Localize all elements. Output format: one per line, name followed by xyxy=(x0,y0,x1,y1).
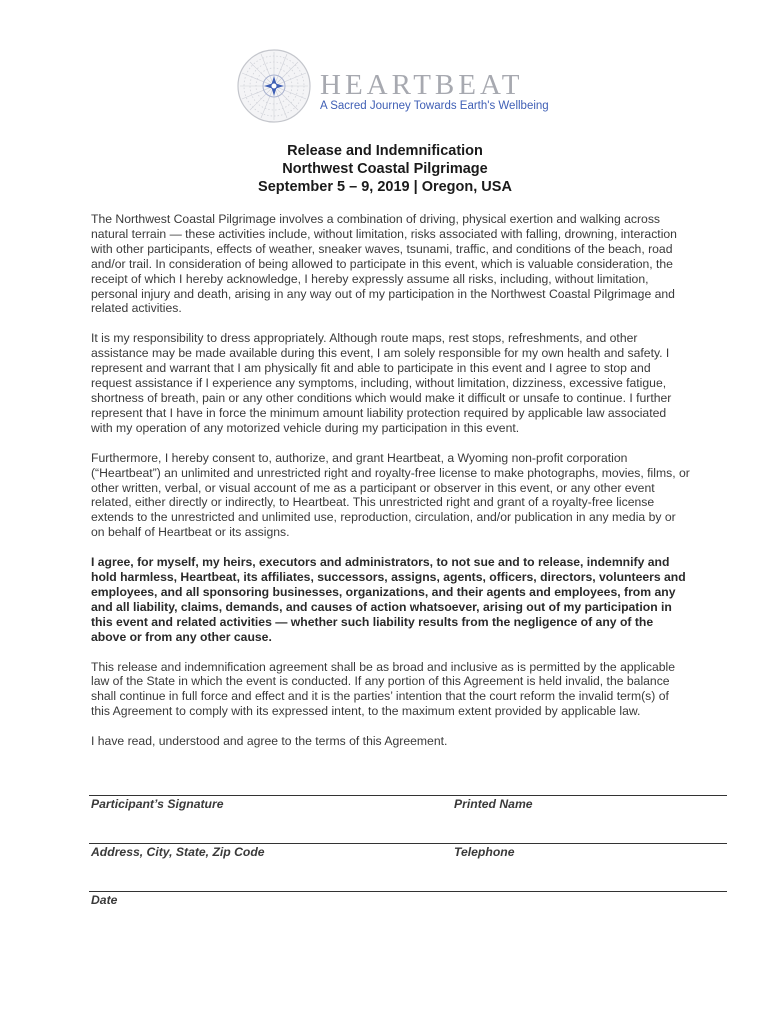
document-body xyxy=(91,212,691,764)
printed-name-label: Printed Name xyxy=(454,797,533,811)
telephone-label: Telephone xyxy=(454,845,515,859)
paragraph-scope: This release and indemnification agreement shall be as broad and inclusive as is permitted by the applicable law of the State in which the event is conducted. If any portion of this Agreement is held invalid, the balance shall continue in full force and effect and it is the parties’ intention that the court reform the invalid term(s) of this Agreement to comply with its expressed intent, to the maximum extent provided by applicable law. xyxy=(91,659,675,719)
address-line[interactable] xyxy=(89,843,727,844)
logo xyxy=(236,48,566,128)
brand-name: HEARTBEAT xyxy=(320,69,524,101)
paragraph-media-consent: Furthermore, I hereby consent to, authorize, and grant Heartbeat, a Wyoming non-profit corporation (“Heartbeat”) an unlimited and unrestricted right and royalty-free license to make photographs, movies, films, or other written, verbal, or visual account of me as a participant or observer in this event, or any other event related, either directly or indirectly, to Heartbeat. This unrestricted right and grant of a royalty-free license extends to the unrestricted and unlimited use, reproduction, circulation, and/or publication in any media by or on behalf of Heartbeat or its assigns. xyxy=(91,450,690,540)
brand-tagline: A Sacred Journey Towards Earth's Wellbeing xyxy=(320,100,549,112)
date-line[interactable] xyxy=(89,891,727,892)
date-label: Date xyxy=(91,893,118,907)
address-label: Address, City, State, Zip Code xyxy=(91,845,265,859)
mandala-icon xyxy=(236,48,312,124)
document-title xyxy=(0,142,770,196)
title-line-1: Release and Indemnification xyxy=(287,143,483,159)
paragraph-release: I agree, for myself, my heirs, executors and administrators, to not sue and to release, indemnify and hold harmless, Heartbeat, its affiliates, successors, assigns, agents, officers, directors, volunteers and employees, and all sponsoring businesses, organizations, and their agents and employees, from any and all liability, claims, demands, and causes of action whatsoever, arising out of my participation in this event and related activities — whether such liability results from the negligence of any of the above or from any other cause. xyxy=(91,555,686,644)
title-line-2: Northwest Coastal Pilgrimage xyxy=(282,161,488,177)
paragraph-acknowledgement: I have read, understood and agree to the terms of this Agreement. xyxy=(91,734,448,749)
signature-line[interactable] xyxy=(89,795,727,796)
title-line-3: September 5 – 9, 2019 | Oregon, USA xyxy=(258,179,512,195)
paragraph-risks: The Northwest Coastal Pilgrimage involves a combination of driving, physical exertion and walking across natural terrain — these activities include, without limitation, risks associated with falling, drowning, interaction with other participants, effects of weather, sneaker waves, tsunami, traffic, and conditions of the beach, road and/or trail. In consideration of being allowed to participate in this event, which is valuable consideration, the receipt of which I hereby acknowledge, I hereby expressly assume all risks, including, without limitation, personal injury and death, arising in any way out of my participation in the Northwest Coastal Pilgrimage and related activities. xyxy=(91,212,677,316)
participant-signature-label: Participant’s Signature xyxy=(91,797,224,811)
paragraph-responsibility: It is my responsibility to dress appropriately. Although route maps, rest stops, refreshments, and other assistance may be made available during this event, I am solely responsible for my own health and safety. I represent and warrant that I am physically fit and able to participate in this event and I agree to stop and request assistance if I experience any symptoms, including, without limitation, dizziness, excessive fatigue, shortness of breath, pain or any other conditions which would make it difficult or unsafe to continue. I further represent that I have in force the minimum amount liability protection required by applicable law associated with my operation of any motorized vehicle during my participation in this event. xyxy=(91,331,672,435)
